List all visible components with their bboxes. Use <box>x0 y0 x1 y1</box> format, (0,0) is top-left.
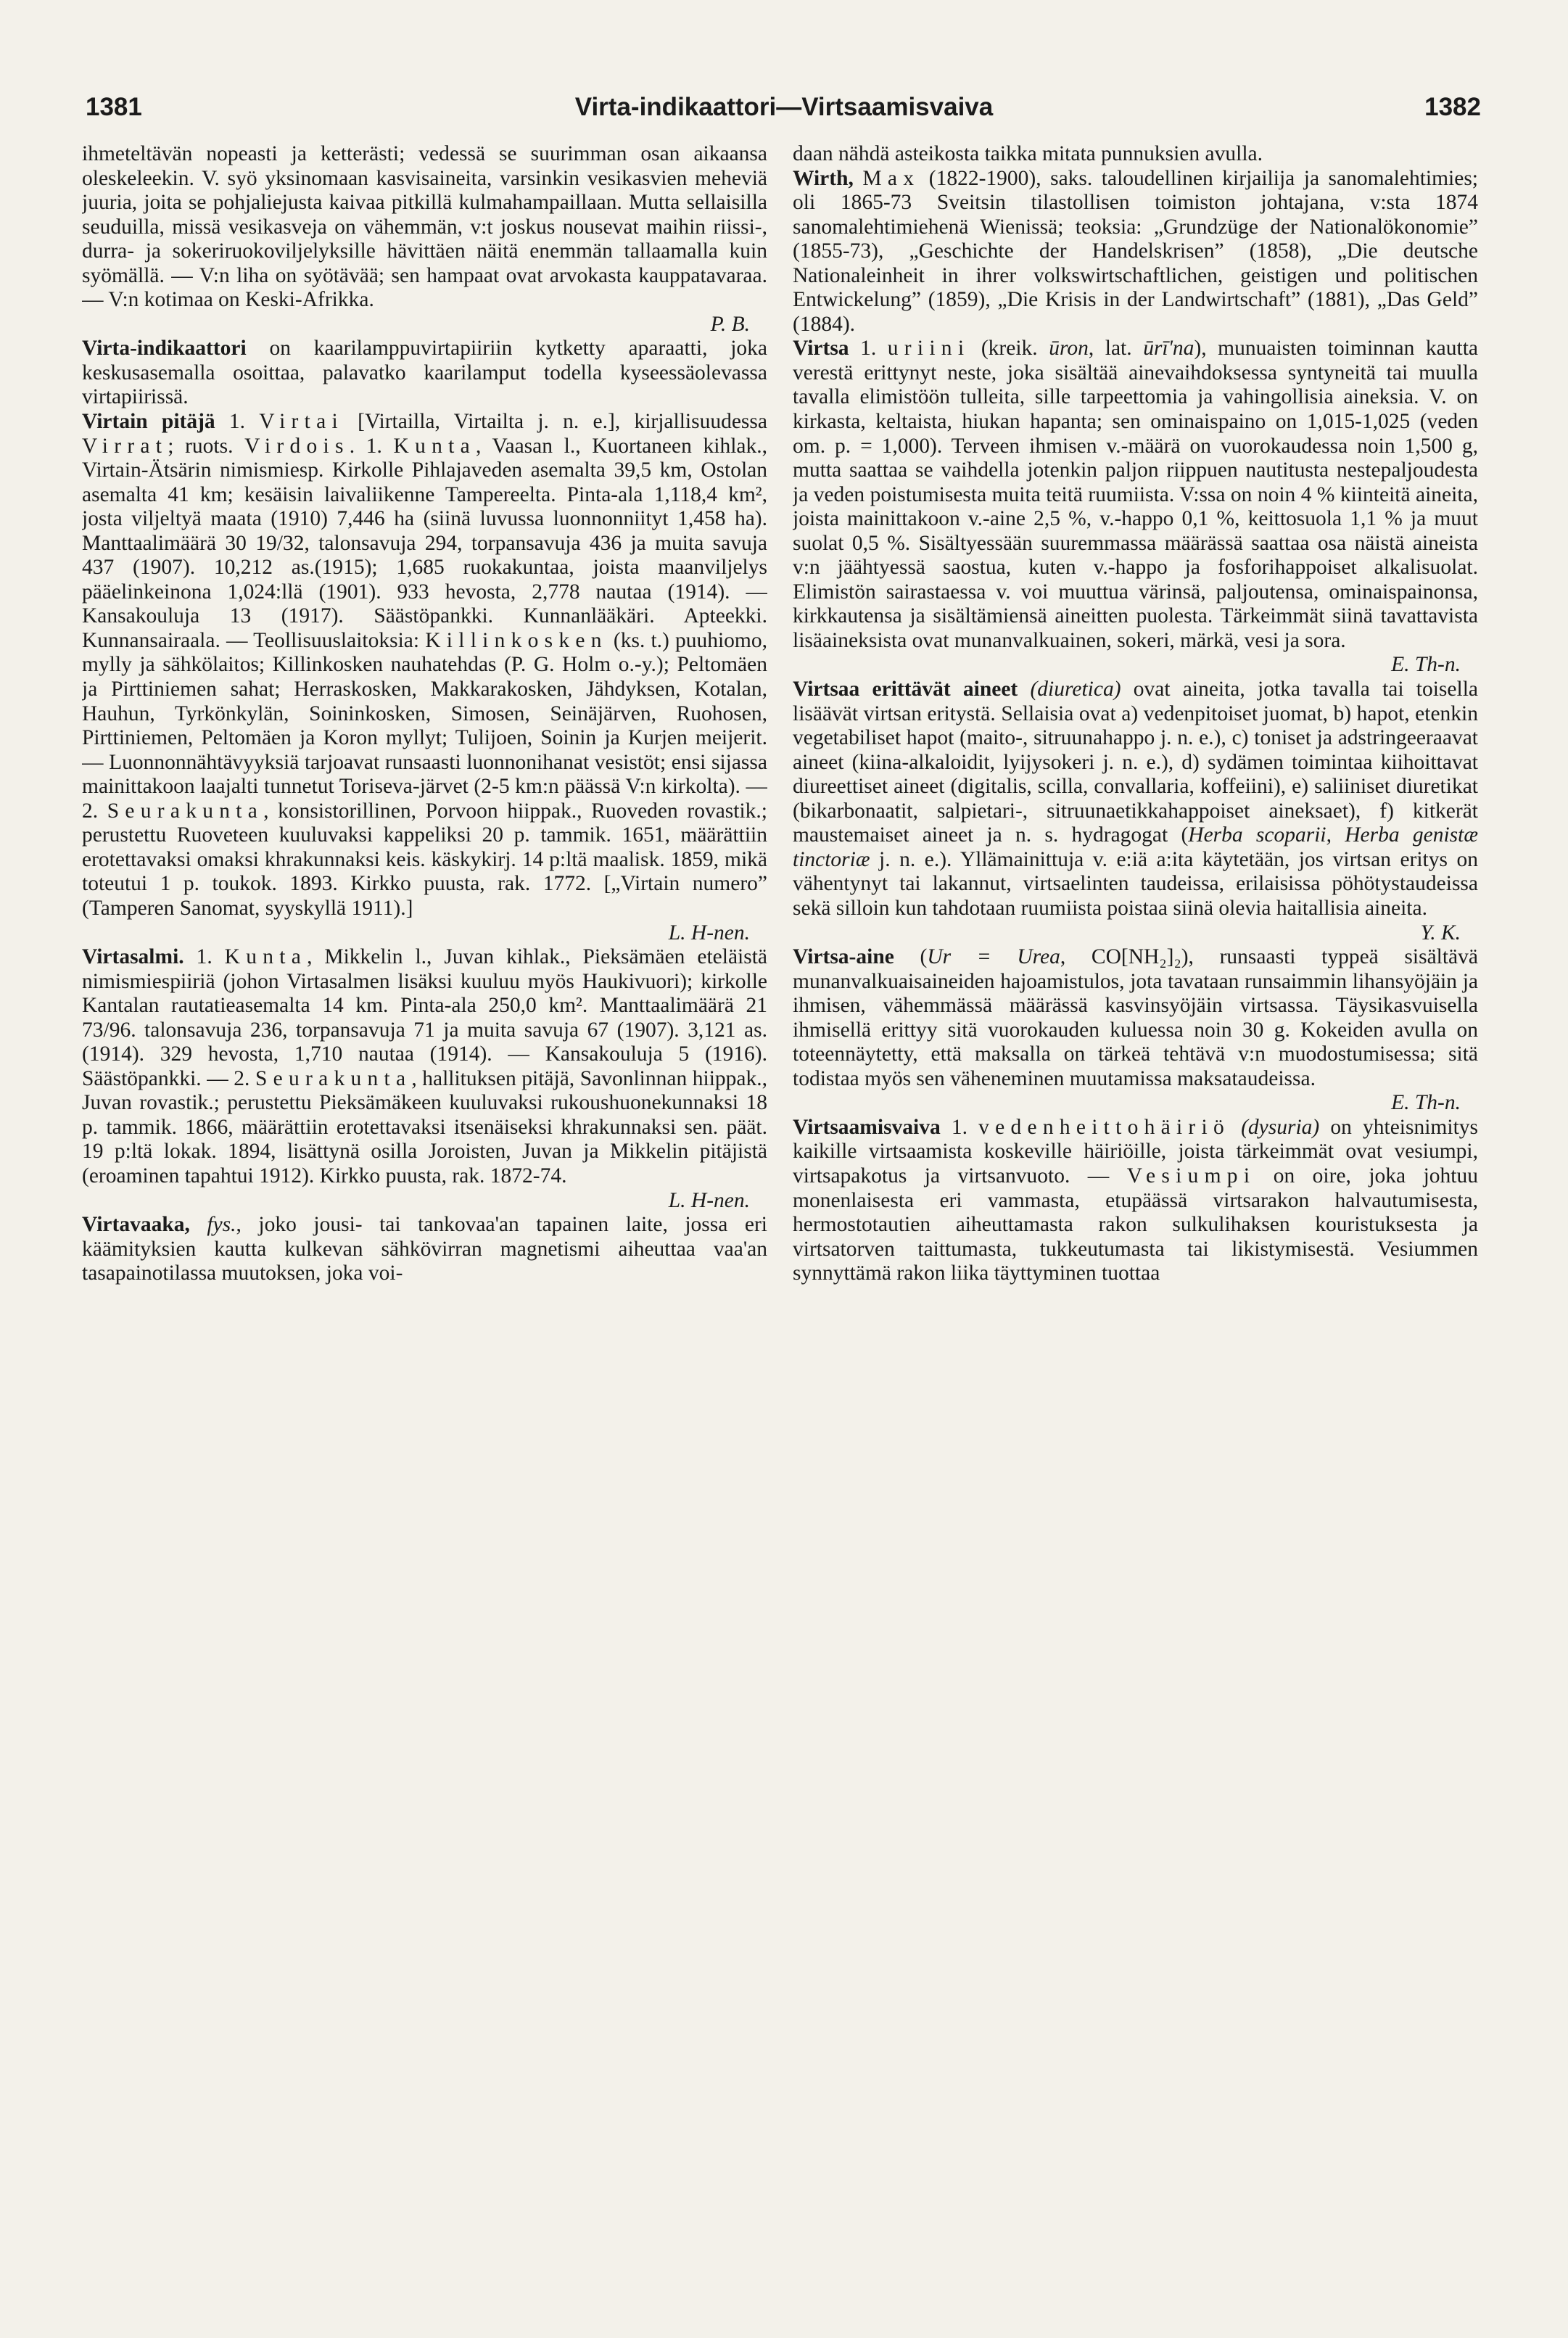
running-title: Virta-indikaattori—Virtsaamisvaiva <box>574 93 994 121</box>
entry-virtain-pitaja: Virtain pitäjä 1. Virtai [Virtailla, Virtailta j. n. e.], kirjallisuudessa Virrat; ruots. Virdois. 1. Kunta, Vaasan l., Kuortaneen kihlak., Virtain-Ätsärin nimismiesp. Kirkolle Pihlajaveden asemalta 39,5 km, Ostolan asemalta 41 km; kesäisin laivaliikenne Tampereelta. Pinta-ala 1,118,4 km², josta viljeltyä maata (1910) 7,446 ha (siinä luvussa luonnonniityt 1,458 ha). Manttaalimäärä 30 19/32, talonsavuja 294, torpansavuja 436 ja muita savuja 437 (1907). 10,212 as.(1915); 1,685 ruokakuntaa, joista maanviljelys pääelinkeinona 1,024:llä (1901). 933 hevosta, 2,778 nautaa (1914). — Kansakouluja 13 (1917). Säästöpankki. Kunnanlääkäri. Apteekki. Kunnansairaala. — Teollisuuslaitoksia: Killinkosken (ks. t.) puuhiomo, mylly ja sähkölaitos; Killinkosken nauhatehdas (P. G. Holm o.-y.); Peltomäen ja Pirttiniemen sahat; Herraskosken, Makkarakosken, Jähdyksen, Kotalan, Hauhun, Tyrkönkylän, Soininkosken, Simosen, Seinäjärven, Ruohosen, Pirttiniemen, Peltomäen ja Koron myllyt; Tulijoen, Soinin ja Kurjen meijerit. — Luonnonnähtävyyksiä tarjoavat runsaasti luonnonihanat vesistöt; ensi sijassa mainittakoon laajalti tunnetut Toriseva-järvet (2-5 km:n päässä V:n kirkolta). — 2. Seurakunta, konsistorillinen, Porvoon hiippak., Ruoveden rovastik.; perustettu Ruoveteen kuuluvaksi kappeliksi 20 p. tammik. 1651, määrättiin erotettavaksi omaksi khrakunnaksi keis. käskykirj. 14 p:ltä maalisk. 1859, mikä toteutui 1 p. toukok. 1893. Kirkko puusta, rak. 1772. [„Virtain numero” (Tamperen Sanomat, syyskyllä 1911).] <box>82 410 767 920</box>
left-column <box>82 142 767 2300</box>
entry-virta-indikaattori: Virta-indikaattori on kaarilamppuvirtapiiriin kytketty aparaatti, joka keskusasemalla osoittaa, palavatko kaarilamput todella kyseessäolevassa virtapiirissä. <box>82 337 767 409</box>
entry-virtavaaka: Virtavaaka, fys., joko jousi- tai tankovaa'an tapainen laite, jossa eri käämityksien kautta kulkevan sähkövirran magnetismi aiheuttaa vaa'an tasapainotilassa muutoksen, joka voi- <box>82 1213 767 1285</box>
entry-continuation: daan nähdä asteikosta taikka mitata punnuksien avulla. <box>793 142 1263 165</box>
entry-headword: Virtsaa erittävät aineet <box>793 678 1018 701</box>
entry-headword: Virtsa-aine <box>793 945 894 969</box>
entry-virtasalmi: Virtasalmi. 1. Kunta, Mikkelin l., Juvan kihlak., Pieksämäen eteläistä nimismiespiiriä (johon Virtasalmen lisäksi kuuluu myös Haukivuori); kirkolle Kantalan rautatieasemalta 14 km. Pinta-ala 250,0 km². Manttaalimäärä 21 73/96. talonsavuja 236, torpansavuja 71 ja muita savuja 67 (1907). 3,121 as. (1914). 329 hevosta, 1,710 nautaa (1914). — Kansakouluja 5 (1916). Säästöpankki. — 2. Seurakunta, hallituksen pitäjä, Savonlinnan hiippak., Juvan rovastik.; perustettu Pieksämäkeen kuuluvaksi rukoushuonekunnaksi 18 p. tammik. 1866, määrättiin erotettavaksi itsenäiseksi khrakunnaksi sen. päät. 19 p:ltä lokak. 1894, lisättynä osilla Joroisten, Juvan ja Mikkelin pitäjistä (eroaminen tapahtui 1912). Kirkko puusta, rak. 1872-74. <box>82 945 767 1187</box>
author-signature: Y. K. <box>1420 921 1461 944</box>
entry-wirth: Wirth, Max (1822-1900), saks. taloudellinen kirjailija ja sanomalehtimies; oli 1865-73 Sveitsin tilastollisen toimiston johtajana, v:sta 1874 sanomalehtimiehenä Wienissä; teoksia: „Grundzüge der Nationalökonomie” (1855-73), „Geschichte der Handelskrisen” (1858), „Die deutsche Nationaleinheit in ihrer volkswirtschaftlichen, geistigen und politischen Entwickelung” (1859), „Die Krisis in der Landwirtschaft” (1881), „Das Geld” (1884). <box>793 166 1478 336</box>
right-column <box>793 142 1478 2300</box>
page-header <box>0 93 1568 136</box>
author-signature: L. H-nen. <box>668 1188 750 1212</box>
entry-headword: Virtasalmi. <box>82 945 184 969</box>
page-number-left: 1381 <box>86 93 142 121</box>
author-signature: P. B. <box>710 312 750 336</box>
entry-virtsa-aine: Virtsa-aine (Ur = Urea, CO[NH₂]₂), runsaasti typpeä sisältävä munanvalkuaisaineiden hajoamistulos, jota tavataan runsaimmin lihansyöjäin ja ihmisen, vähemmässä määrässä kasvinsyöjäin virtsassa. Täysikasvuisella ihmisellä erittyy sitä vuorokauden kuluessa noin 30 g. Kokeiden avulla on toteennäytetty, että maksalla on tärkeä tehtävä v:n muodostumisessa; sitä todistaa myös sen väheneminen muutamissa maksataudeissa. <box>793 945 1478 1090</box>
page-number-right: 1382 <box>1424 93 1481 121</box>
author-signature: E. Th-n. <box>1391 653 1461 677</box>
entry-headword: Wirth, <box>793 166 854 190</box>
entry-headword: Virtain pitäjä <box>82 410 215 434</box>
entry-headword: Virta-indikaattori <box>82 337 247 361</box>
entry-continuation: ihmeteltävän nopeasti ja ketterästi; vedessä se suurimman osan aikaansa oleskeleekin. V. syö yksinomaan kasvisaineita, varsinkin vesikasvien meheviä juuria, joita se pohjaliejusta kaivaa pitkillä kulmahampaillaan. Mutta sellaisilla seuduilla, missä vesikasveja on vähemmän, v:t joskus nousevat maihin riissi-, durra- ja sokeriruokoviljelyksille hävittäen näitä enemmän tallaamalla kuin syömällä. — V:n liha on syötävää; sen hampaat ovat arvokasta kauppatavaraa. — V:n kotimaa on Keski-Afrikka. <box>82 142 767 312</box>
entry-headword: Virtavaaka, <box>82 1213 190 1237</box>
entry-virtsa: Virtsa 1. uriini (kreik. ūron, lat. ūrī'na), munuaisten toiminnan kautta verestä erittynyt neste, joka sisältää ainevaihdoksessa syntyneitä tai muulla tavalla elimistöön tulleita, sille tarpeettomia ja vahingollisia aineksia. V. on kirkasta, keltaista, hiukan hapanta; sen ominaispaino on 1,015-1,025 (veden om. p. = 1,000). Terveen ihmisen v.-määrä on vuorokaudessa noin 1,500 g, mutta saattaa se vaihdella jotenkin paljon riippuen nautitusta nestepaljoudesta ja veden poistumisesta muita teitä ruumiista. V:ssa on noin 4 % kiinteitä aineita, joista mainittakoon v.-aine 2,5 %, v.-happo 0,1 %, keittosuola 1,1 % ja muut suolat 0,5 %. Sisältyessään suuremmassa määrässä saattaa osa näistä aineista v:n jäähtyessä saostua, kuten v.-happo ja fosforihappoiset alkalisuolat. Elimistön sairastaessa v. voi muuttua värinsä, paljoutensa, ominaispainonsa, kirkkautensa ja sisältämiensä aineitten puolesta. Tärkeimmät siinä tavattavista lisäaineksista ovat munanvalkuainen, sokeri, märkä, vesi ja sora. <box>793 337 1478 652</box>
entry-virtsaa-erittavat-aineet: Virtsaa erittävät aineet (diuretica) ovat aineita, jotka tavalla tai toisella lisäävät virtsan eritystä. Sellaisia ovat a) vedenpitoiset juomat, b) hapot, etenkin vegetabiliset hapot (maito-, sitruunahappo j. n. e.), c) toniset ja adstringeeraavat aineet (kiina-alkaloidit, lyijysokeri j. n. e.), d) sydämen toimintaa kiihoittavat diureettiset aineet (digitalis, scilla, convallaria, koffeiini), e) saliiniset diuretikat (bikarbonaatit, salpietari-, sitruunaetikkahappoiset aineksaet), f) kitkerät maustemaiset aineet ja n. s. hydragogat (Herba scoparii, Herba genistæ tinctoriæ j. n. e.). Yllämainittuja v. e:iä a:ita käytetään, jos virtsan eritys on vähentynyt tai lakannut, virtsaelinten taudeissa, erilaisissa pöhötystaudeissa sekä silloin kun tahdotaan ruumiista poistaa siinä olevia haitallisia aineita. <box>793 678 1478 920</box>
entry-headword: Virtsaamisvaiva <box>793 1115 941 1139</box>
entry-virtsaamisvaiva: Virtsaamisvaiva 1. vedenheittohäiriö (dysuria) on yhteisnimitys kaikille virtsaamista koskeville häiriöille, joista tärkeimmät ovat vesiumpi, virtsapakotus ja virtsanvuoto. — Vesiumpi on oire, joka johtuu monenlaisesta eri vammasta, etupäässä virtsarakon halvautumisesta, hermostotautien aiheuttamasta rakon sulkulihaksen kouristuksesta ja virtsatorven taittumasta, tukkeutumasta tai likistymisestä. Vesiummen synnyttämä rakon liika täyttyminen tuottaa <box>793 1115 1478 1285</box>
author-signature: E. Th-n. <box>1391 1091 1461 1115</box>
author-signature: L. H-nen. <box>668 921 750 944</box>
entry-headword: Virtsa <box>793 337 849 361</box>
